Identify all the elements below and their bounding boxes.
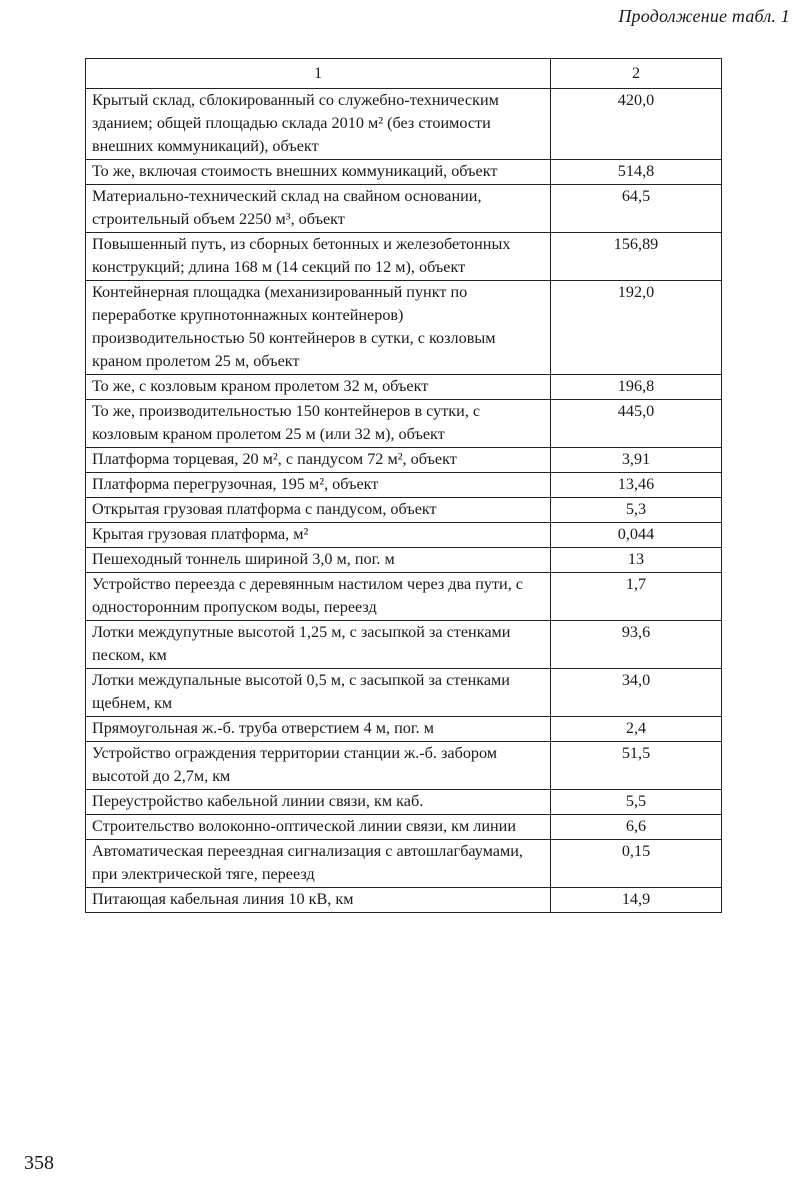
row-description: Платформа перегрузочная, 195 м², объект bbox=[86, 473, 551, 498]
table-row bbox=[86, 400, 722, 448]
row-value: 3,91 bbox=[551, 448, 722, 473]
column-header-2: 2 bbox=[551, 59, 722, 89]
table-continuation-header: Продолжение табл. 1 bbox=[618, 6, 790, 26]
row-description: Открытая грузовая платформа с пандусом, объект bbox=[86, 498, 551, 523]
table-row bbox=[86, 742, 722, 790]
row-value: 34,0 bbox=[551, 669, 722, 717]
table-row bbox=[86, 548, 722, 573]
table-row bbox=[86, 185, 722, 233]
row-value: 13 bbox=[551, 548, 722, 573]
row-description: То же, производительностью 150 контейнеров в сутки, с козловым краном пролетом 25 м (или 32 м), объект bbox=[86, 400, 551, 448]
row-value: 51,5 bbox=[551, 742, 722, 790]
row-description: Лотки междупутные высотой 1,25 м, с засыпкой за стенками песком, км bbox=[86, 621, 551, 669]
row-description: Материально-технический склад на свайном основании, строительный объем 2250 м³, объект bbox=[86, 185, 551, 233]
row-value: 5,3 bbox=[551, 498, 722, 523]
row-description: Пешеходный тоннель шириной 3,0 м, пог. м bbox=[86, 548, 551, 573]
cost-table bbox=[85, 58, 722, 913]
table-header bbox=[86, 59, 722, 89]
row-description: Крытый склад, сблокированный со служебно-техническим зданием; общей площадью склада 2010 м² (без стоимости внешних коммуникаций), объект bbox=[86, 89, 551, 160]
table-row bbox=[86, 160, 722, 185]
table-row bbox=[86, 888, 722, 913]
row-value: 13,46 bbox=[551, 473, 722, 498]
table-row bbox=[86, 281, 722, 375]
row-description: То же, с козловым краном пролетом 32 м, объект bbox=[86, 375, 551, 400]
row-description: Устройство ограждения территории станции ж.-б. забором высотой до 2,7м, км bbox=[86, 742, 551, 790]
row-value: 5,5 bbox=[551, 790, 722, 815]
table-row bbox=[86, 717, 722, 742]
table-body bbox=[86, 89, 722, 913]
table-row bbox=[86, 89, 722, 160]
row-value: 64,5 bbox=[551, 185, 722, 233]
table-row bbox=[86, 498, 722, 523]
row-description: Контейнерная площадка (механизированный пункт по переработке крупнотоннажных контейнеров) производительностью 50 контейнеров в сутки, с козловым краном пролетом 25 м, объект bbox=[86, 281, 551, 375]
row-description: Прямоугольная ж.-б. труба отверстием 4 м, пог. м bbox=[86, 717, 551, 742]
row-description: Крытая грузовая платформа, м² bbox=[86, 523, 551, 548]
column-header-1: 1 bbox=[86, 59, 551, 89]
table-row bbox=[86, 448, 722, 473]
table-row bbox=[86, 669, 722, 717]
table-row bbox=[86, 621, 722, 669]
row-description: Устройство переезда с деревянным настилом через два пути, с односторонним пропуском воды, переезд bbox=[86, 573, 551, 621]
table-row bbox=[86, 840, 722, 888]
row-value: 420,0 bbox=[551, 89, 722, 160]
row-value: 196,8 bbox=[551, 375, 722, 400]
table-row bbox=[86, 375, 722, 400]
table-row bbox=[86, 473, 722, 498]
row-value: 0,044 bbox=[551, 523, 722, 548]
row-description: Лотки междупальные высотой 0,5 м, с засыпкой за стенками щебнем, км bbox=[86, 669, 551, 717]
table-row bbox=[86, 573, 722, 621]
page-number: 358 bbox=[24, 1152, 54, 1174]
row-value: 6,6 bbox=[551, 815, 722, 840]
table-row bbox=[86, 815, 722, 840]
row-description: То же, включая стоимость внешних коммуникаций, объект bbox=[86, 160, 551, 185]
header-row bbox=[86, 59, 722, 89]
row-description: Строительство волоконно-оптической линии связи, км линии bbox=[86, 815, 551, 840]
table-row bbox=[86, 233, 722, 281]
row-value: 156,89 bbox=[551, 233, 722, 281]
table-row bbox=[86, 523, 722, 548]
row-description: Питающая кабельная линия 10 кВ, км bbox=[86, 888, 551, 913]
row-description: Платформа торцевая, 20 м², с пандусом 72 м², объект bbox=[86, 448, 551, 473]
row-value: 93,6 bbox=[551, 621, 722, 669]
row-description: Переустройство кабельной линии связи, км каб. bbox=[86, 790, 551, 815]
row-value: 192,0 bbox=[551, 281, 722, 375]
row-value: 14,9 bbox=[551, 888, 722, 913]
table-row bbox=[86, 790, 722, 815]
row-description: Автоматическая переездная сигнализация с автошлагбаумами, при электрической тяге, переезд bbox=[86, 840, 551, 888]
row-value: 1,7 bbox=[551, 573, 722, 621]
row-description: Повышенный путь, из сборных бетонных и железобетонных конструкций; длина 168 м (14 секций по 12 м), объект bbox=[86, 233, 551, 281]
row-value: 2,4 bbox=[551, 717, 722, 742]
row-value: 0,15 bbox=[551, 840, 722, 888]
row-value: 514,8 bbox=[551, 160, 722, 185]
row-value: 445,0 bbox=[551, 400, 722, 448]
